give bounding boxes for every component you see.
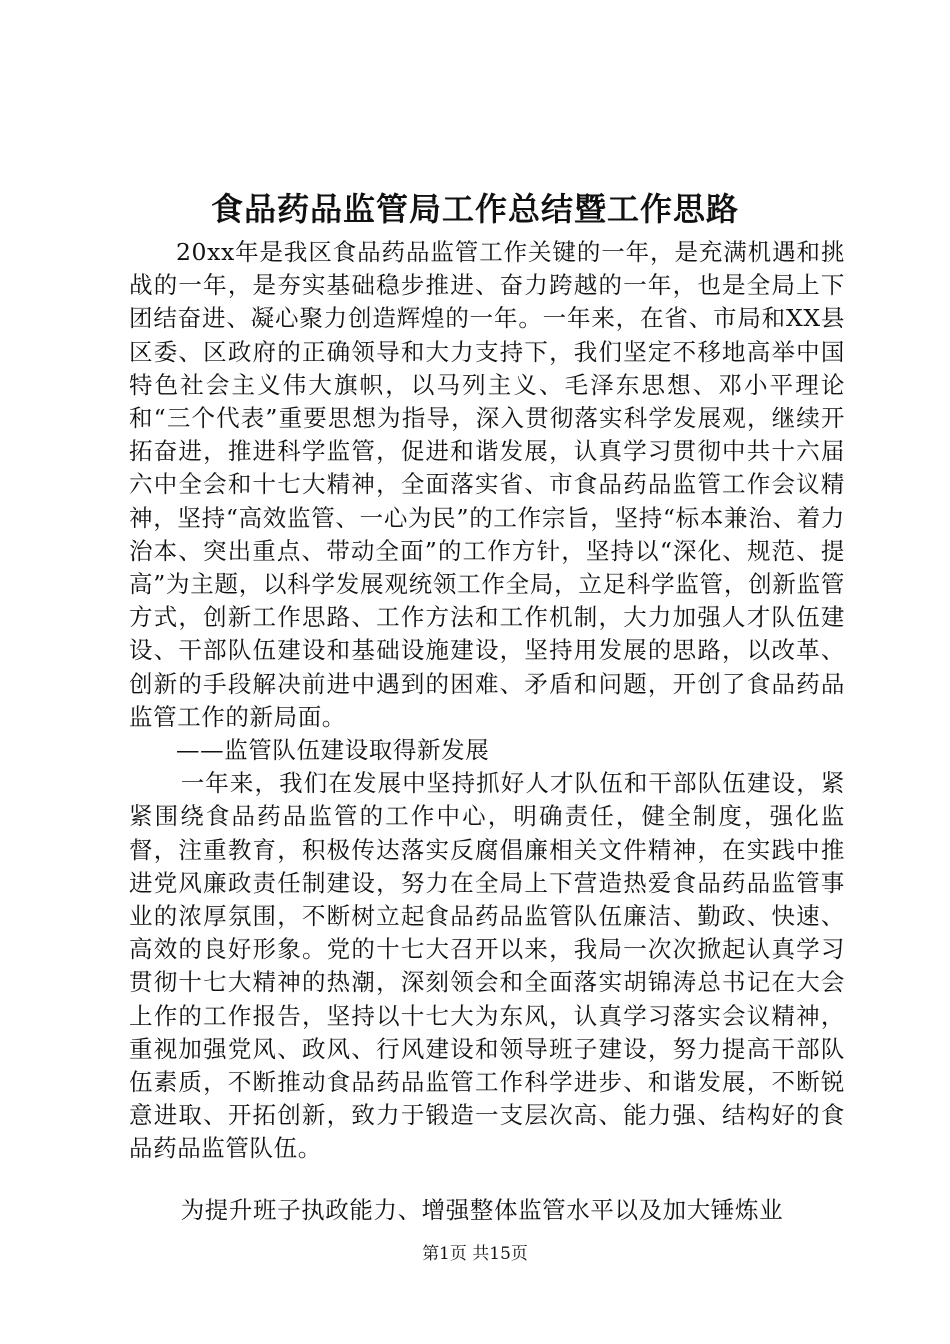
document-title: 食品药品监管局工作总结暨工作思路 (210, 190, 739, 228)
intro-paragraph: 20xx年是我区食品药品监管工作关键的一年，是充满机遇和挑战的一年，是夯实基础稳步推进、奋力跨越的一年，也是全局上下团结奋进、凝心聚力创造辉煌的一年。一年来，在省、市局和XX县区委、区政府的正确领导和大力支持下，我们坚定不移地高举中国特色社会主义伟大旗帜，以马列主义、毛泽东思想、邓小平理论和“三个代表”重要思想为指导，深入贯彻落实科学发展观，继续开拓奋进，推进科学监管，促进和谐发展，认真学习贯彻中共十六届六中全会和十七大精神，全面落实省、市食品药品监管工作会议精神，坚持“高效监管、一心为民”的工作宗旨，坚持“标本兼治、着力治本、突出重点、带动全面”的工作方针，坚持以“深化、规范、提高”为主题，以科学发展观统领工作全局，立足科学监管，创新监管方式，创新工作思路、工作方法和工作机制，大力加强人才队伍建设、干部队伍建设和基础设施建设，坚持用发展的思路，以改革、创新的手段解决前进中遇到的困难、矛盾和问题，开创了食品药品监管工作的新局面。 (129, 238, 845, 731)
continued-paragraph: 为提升班子执政能力、增强整体监管水平以及加大锤炼业 (180, 1195, 784, 1224)
section-paragraph: 一年来，我们在发展中坚持抓好人才队伍和干部队伍建设，紧紧围绕食品药品监管的工作中心，明确责任，健全制度，强化监督，注重教育，积极传达落实反腐倡廉相关文件精神，在实践中推进党风廉政责任制建设，努力在全局上下营造热爱食品药品监管事业的浓厚氛围，不断树立起食品药品监管队伍廉洁、勤政、快速、高效的良好形象。党的十七大召开以来，我局一次次掀起认真学习贯彻十七大精神的热潮，深刻领会和全面落实胡锦涛总书记在大会上作的工作报告，坚持以十七大为东风，认真学习落实会议精神，重视加强党风、政风、行风建设和领导班子建设，努力提高干部队伍素质，不断推动食品药品监管工作科学进步、和谐发展，不断锐意进取、开拓创新，致力于锻造一支层次高、能力强、结构好的食品药品监管队伍。 (129, 769, 845, 1163)
section-heading: ——监管队伍建设取得新发展 (176, 736, 490, 765)
document-body (129, 236, 845, 1227)
page-indicator: 第1页 共15页 (422, 1244, 528, 1264)
